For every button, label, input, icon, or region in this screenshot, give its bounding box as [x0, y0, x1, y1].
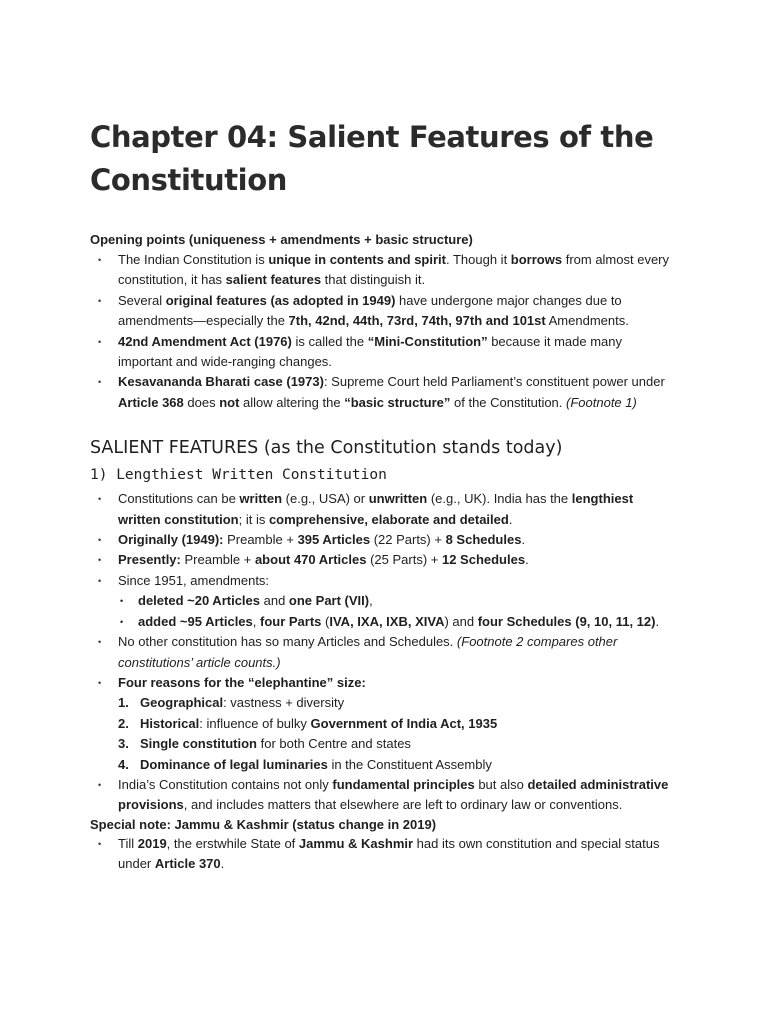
bold-text: 2019	[137, 835, 167, 851]
bold-text: 7th, 42nd, 44th, 73rd, 74th, 97th and 101st	[288, 313, 546, 329]
bold-text: written	[239, 491, 283, 507]
text-run: ) and	[444, 613, 478, 629]
bold-text: Geographical	[140, 695, 224, 711]
text-run: does	[183, 394, 220, 410]
item-number: 2.	[118, 715, 129, 731]
bold-text: 42nd Amendment Act (1976)	[118, 333, 292, 349]
list-item	[90, 673, 678, 775]
bold-text: Originally (1949):	[118, 532, 224, 548]
text-run: Constitutions can be	[118, 491, 240, 507]
nested-list-item	[118, 591, 678, 611]
numbered-list	[118, 693, 678, 775]
salient-list	[90, 489, 678, 816]
text-run: Amendments.	[545, 313, 629, 329]
text-run: Preamble +	[223, 532, 298, 548]
bold-text: original features (as adopted in 1949)	[165, 292, 396, 308]
bold-text: detailed administrative provisions	[118, 776, 669, 813]
text-run: and	[260, 593, 289, 609]
list-item	[90, 632, 678, 673]
italic-text: (Footnote 2 compares other constitutions’ article counts.)	[118, 634, 618, 670]
list-item	[90, 775, 678, 816]
bold-text: deleted ~20 Articles	[138, 593, 260, 609]
bold-text: added ~95 Articles	[138, 613, 253, 629]
text-run: . Though it	[445, 252, 511, 267]
list-item	[90, 530, 678, 550]
bold-text: lengthiest written constitution	[118, 491, 634, 527]
text-run: is called the	[291, 333, 368, 349]
text-run: Preamble +	[180, 552, 255, 568]
bold-text: Single constitution	[140, 736, 257, 752]
bold-text: Dominance of legal luminaries	[140, 756, 328, 772]
text-run: Till	[118, 835, 138, 851]
list-item	[90, 550, 678, 570]
item-number: 3.	[118, 736, 129, 752]
text-run: (	[321, 613, 330, 629]
bold-text: salient features	[225, 272, 322, 288]
text-run: ,	[252, 613, 260, 629]
list-item	[90, 571, 678, 632]
bold-text: one Part (VII)	[288, 593, 370, 609]
bold-text: 395 Articles	[297, 532, 371, 548]
text-run: Several	[118, 292, 166, 308]
bold-text: Article 370	[154, 856, 221, 872]
text-run: .	[521, 532, 526, 548]
bold-text: Jammu & Kashmir	[298, 835, 414, 851]
lengthiest-subheading: 1) Lengthiest Written Constitution	[90, 467, 387, 484]
bold-text: Kesavananda Bharati case (1973)	[118, 374, 324, 390]
text-run: : influence of bulky	[199, 715, 311, 731]
text-run: that distinguish it.	[321, 272, 426, 288]
text-run: (25 Parts) +	[366, 552, 442, 568]
text-run: in the Constituent Assembly	[327, 756, 492, 772]
italic-text: (Footnote 1)	[566, 394, 637, 410]
special-list	[90, 834, 678, 875]
bold-text: borrows	[510, 252, 563, 267]
text-run: (e.g., UK). India has the	[427, 491, 572, 507]
bold-text: “Mini-Constitution”	[367, 333, 488, 349]
text-run: .	[525, 552, 529, 568]
opening-heading: Opening points (uniqueness + amendments + basic structure)	[90, 232, 473, 247]
text-run: .	[220, 856, 225, 872]
bold-text: Government of India Act, 1935	[310, 715, 498, 731]
text-run: ,	[369, 593, 373, 609]
numbered-list-item	[118, 714, 678, 734]
bold-text: 8 Schedules	[445, 532, 522, 548]
text-run: : Supreme Court held Parliament’s constituent power under	[323, 374, 665, 390]
text-run: .	[655, 613, 660, 629]
bold-text: four Schedules (9, 10, 11, 12)	[477, 613, 656, 629]
numbered-list-item	[118, 755, 678, 775]
text-run: No other constitution has so many Articles and Schedules.	[118, 634, 457, 650]
text-run: : vastness + diversity	[223, 695, 345, 711]
text-run: (22 Parts) +	[370, 532, 446, 548]
text-run: The Indian Constitution is	[118, 252, 269, 267]
text-run: have undergone major changes due to amendments—especially the	[118, 292, 622, 329]
bold-text: Presently:	[118, 552, 181, 568]
list-item	[90, 291, 678, 332]
bold-text: Four reasons for the “elephantine” size:	[118, 674, 366, 690]
list-item	[90, 250, 678, 291]
text-run: .	[508, 511, 513, 527]
item-number: 4.	[118, 756, 129, 772]
nested-list	[118, 591, 678, 632]
list-item	[90, 332, 678, 373]
page-title: Chapter 04: Salient Features of the Constitution	[90, 120, 654, 197]
bold-text: unique in contents and spirit	[268, 252, 446, 267]
text-run: allow altering the	[239, 394, 345, 410]
text-run: but also	[474, 776, 528, 792]
salient-heading: SALIENT FEATURES (as the Constitution stands today)	[90, 438, 563, 459]
list-item	[90, 372, 678, 413]
text-run: for both Centre and states	[257, 736, 411, 752]
bold-text: unwritten	[368, 491, 428, 507]
item-number: 1.	[118, 695, 129, 711]
text-run: had its own constitution and special status under	[118, 835, 660, 872]
bold-text: fundamental principles	[332, 776, 475, 792]
list-item	[90, 489, 678, 530]
text-run: from almost every constitution, it has	[118, 252, 670, 288]
text-run: (e.g., USA) or	[282, 491, 369, 507]
bold-text: comprehensive, elaborate and detailed	[268, 511, 509, 527]
text-run: , and includes matters that elsewhere are left to ordinary law or conventions.	[183, 797, 623, 813]
bold-text: four Parts	[260, 613, 322, 629]
special-note-heading: Special note: Jammu & Kashmir (status change in 2019)	[90, 816, 437, 832]
bold-text: “basic structure”	[344, 394, 451, 410]
text-run: ; it is	[238, 511, 269, 527]
list-item	[90, 834, 678, 875]
bold-text: about 470 Articles	[254, 552, 367, 568]
bold-text: Article 368	[118, 394, 184, 410]
text-run: Since 1951, amendments:	[118, 572, 270, 588]
text-run: because it made many important and wide-ranging changes.	[118, 333, 622, 370]
nested-list-item	[118, 612, 678, 632]
bold-text: 12 Schedules	[441, 552, 526, 568]
bold-text: Historical	[140, 715, 200, 731]
numbered-list-item	[118, 693, 678, 713]
text-run: of the Constitution.	[450, 394, 567, 410]
text-run: India’s Constitution contains not only	[118, 776, 333, 792]
text-run: , the erstwhile State of	[166, 835, 299, 851]
numbered-list-item	[118, 734, 678, 754]
bold-text: not	[219, 394, 240, 410]
bold-text: IVA, IXA, IXB, XIVA	[329, 613, 445, 629]
opening-list	[90, 250, 678, 413]
